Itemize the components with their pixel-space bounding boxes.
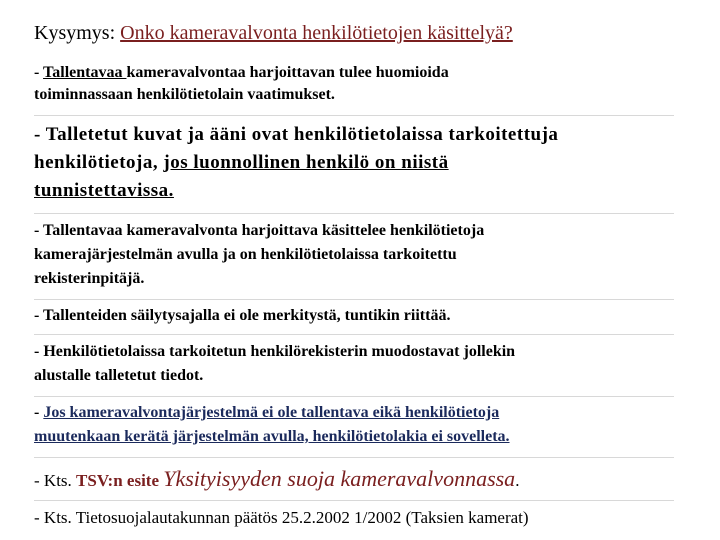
- divider: [34, 299, 674, 300]
- title-prefix: Kysymys:: [34, 22, 121, 44]
- p7-suffix: .: [515, 471, 520, 490]
- paragraph-2-line-1: - Talletetut kuvat ja ääni ovat henkilötietolaissa tarkoitettuja: [34, 124, 559, 145]
- paragraph-2-line-3: tunnistettavissa.: [34, 180, 174, 201]
- p1-dash: -: [34, 64, 44, 81]
- paragraph-1-line-2: toiminnassaan henkilötietolain vaatimukset.: [34, 86, 335, 103]
- paragraph-2-line-2: [34, 152, 449, 174]
- divider: [34, 396, 674, 397]
- divider: [34, 213, 674, 214]
- divider: [34, 457, 674, 458]
- paragraph-5-line-1: - Henkilötietolaissa tarkoitetun henkilörekisterin muodostavat jollekin: [34, 343, 516, 360]
- paragraph-3-line-3: rekisterinpitäjä.: [34, 270, 145, 287]
- p6-link-part-2: muutenkaan kerätä järjestelmän avulla, henkilötietolakia ei sovelleta.: [34, 428, 510, 445]
- divider: [34, 334, 674, 335]
- p2-underlined: jos luonnollinen henkilö on niistä: [163, 152, 449, 173]
- paragraph-6-line-1: [34, 404, 499, 422]
- paragraph-6-line-2: [34, 428, 510, 446]
- p7-tsv: TSV:n esite: [76, 471, 159, 490]
- paragraph-1-line-1: [34, 64, 449, 82]
- paragraph-5-line-2: alustalle talletetut tiedot.: [34, 367, 204, 384]
- title-question: Onko kameravalvonta henkilötietojen käsittelyä?: [120, 22, 513, 44]
- paragraph-4-line-1: - Tallenteiden säilytysajalla ei ole merkitystä, tuntikin riittää.: [34, 307, 451, 324]
- p7-publication-title: Yksityisyyden suoja kameravalvonnassa: [163, 466, 516, 491]
- p1-underlined: Tallentavaa: [43, 64, 127, 81]
- p2-plain: henkilötietoja,: [34, 152, 164, 173]
- p6-link-part-1: Jos kameravalvontajärjestelmä ei ole tallentava eikä henkilötietoja: [43, 404, 500, 421]
- slide-title: [34, 22, 513, 45]
- paragraph-8: - Kts. Tietosuojalautakunnan päätös 25.2.2002 1/2002 (Taksien kamerat): [34, 508, 529, 527]
- paragraph-7: [34, 466, 519, 492]
- paragraph-3-line-2: kamerajärjestelmän avulla ja on henkilötietolaissa tarkoitettu: [34, 246, 457, 263]
- divider: [34, 115, 674, 116]
- p7-prefix: - Kts.: [34, 471, 77, 490]
- paragraph-3-line-1: - Tallentavaa kameravalvonta harjoittava käsittelee henkilötietoja: [34, 222, 485, 239]
- p6-dash: -: [34, 404, 44, 421]
- p1-rest: kameravalvontaa harjoittavan tulee huomioida: [126, 64, 449, 81]
- divider: [34, 500, 674, 501]
